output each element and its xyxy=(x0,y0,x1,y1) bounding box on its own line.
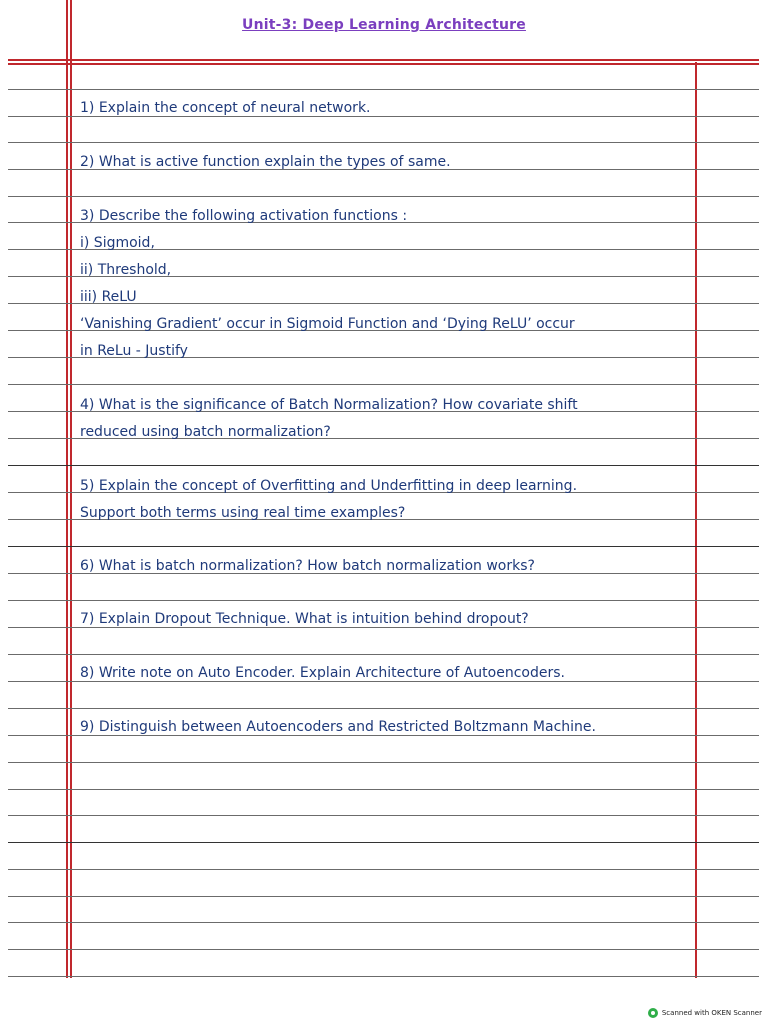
question-3-statement-cont: in ReLu - Justify xyxy=(80,343,188,359)
scanner-logo-icon xyxy=(648,1008,658,1018)
header-red-line-2 xyxy=(8,63,759,65)
ruled-line xyxy=(8,465,759,466)
question-1: 1) Explain the concept of neural network. xyxy=(80,100,371,116)
question-7: 7) Explain Dropout Technique. What is intuition behind dropout? xyxy=(80,611,529,627)
question-3-item-sigmoid: i) Sigmoid, xyxy=(80,235,155,251)
ruled-line xyxy=(8,654,759,655)
question-3-item-relu: iii) ReLU xyxy=(80,289,137,305)
header-red-line xyxy=(8,59,759,61)
question-5: 5) Explain the concept of Overfitting and Underfitting in deep learning. xyxy=(80,478,578,494)
page-title: Unit-3: Deep Learning Architecture xyxy=(242,17,526,33)
ruled-line xyxy=(8,815,759,816)
question-4-cont: reduced using batch normalization? xyxy=(80,424,331,440)
ruled-line xyxy=(8,546,759,547)
ruled-line xyxy=(8,762,759,763)
ruled-line xyxy=(8,922,759,923)
ruled-line xyxy=(8,896,759,897)
scanner-label: Scanned with OKEN Scanner xyxy=(661,1009,762,1017)
ruled-line xyxy=(8,89,759,90)
left-margin-line xyxy=(66,0,68,978)
ruled-line xyxy=(8,196,759,197)
ruled-line xyxy=(8,842,759,843)
ruled-line xyxy=(8,789,759,790)
scanner-watermark xyxy=(648,1008,762,1018)
ruled-line xyxy=(8,869,759,870)
ruled-line xyxy=(8,142,759,143)
left-margin-line-2 xyxy=(70,0,72,978)
ruled-line xyxy=(8,708,759,709)
ruled-line xyxy=(8,949,759,950)
question-3-item-threshold: ii) Threshold, xyxy=(80,262,172,278)
question-4: 4) What is the significance of Batch Normalization? How covariate shift xyxy=(80,397,578,413)
question-6: 6) What is batch normalization? How batch normalization works? xyxy=(80,558,535,574)
question-3: 3) Describe the following activation functions : xyxy=(80,208,408,224)
question-9: 9) Distinguish between Autoencoders and Restricted Boltzmann Machine. xyxy=(80,719,596,735)
ruled-line xyxy=(8,600,759,601)
question-8: 8) Write note on Auto Encoder. Explain Architecture of Autoencoders. xyxy=(80,665,565,681)
question-5-cont: Support both terms using real time examples? xyxy=(80,505,406,521)
question-3-statement: ‘Vanishing Gradient’ occur in Sigmoid Function and ‘Dying ReLU’ occur xyxy=(80,316,575,332)
right-margin-line xyxy=(695,62,697,978)
ruled-line xyxy=(8,976,759,977)
ruled-line xyxy=(8,384,759,385)
question-2: 2) What is active function explain the types of same. xyxy=(80,154,451,170)
